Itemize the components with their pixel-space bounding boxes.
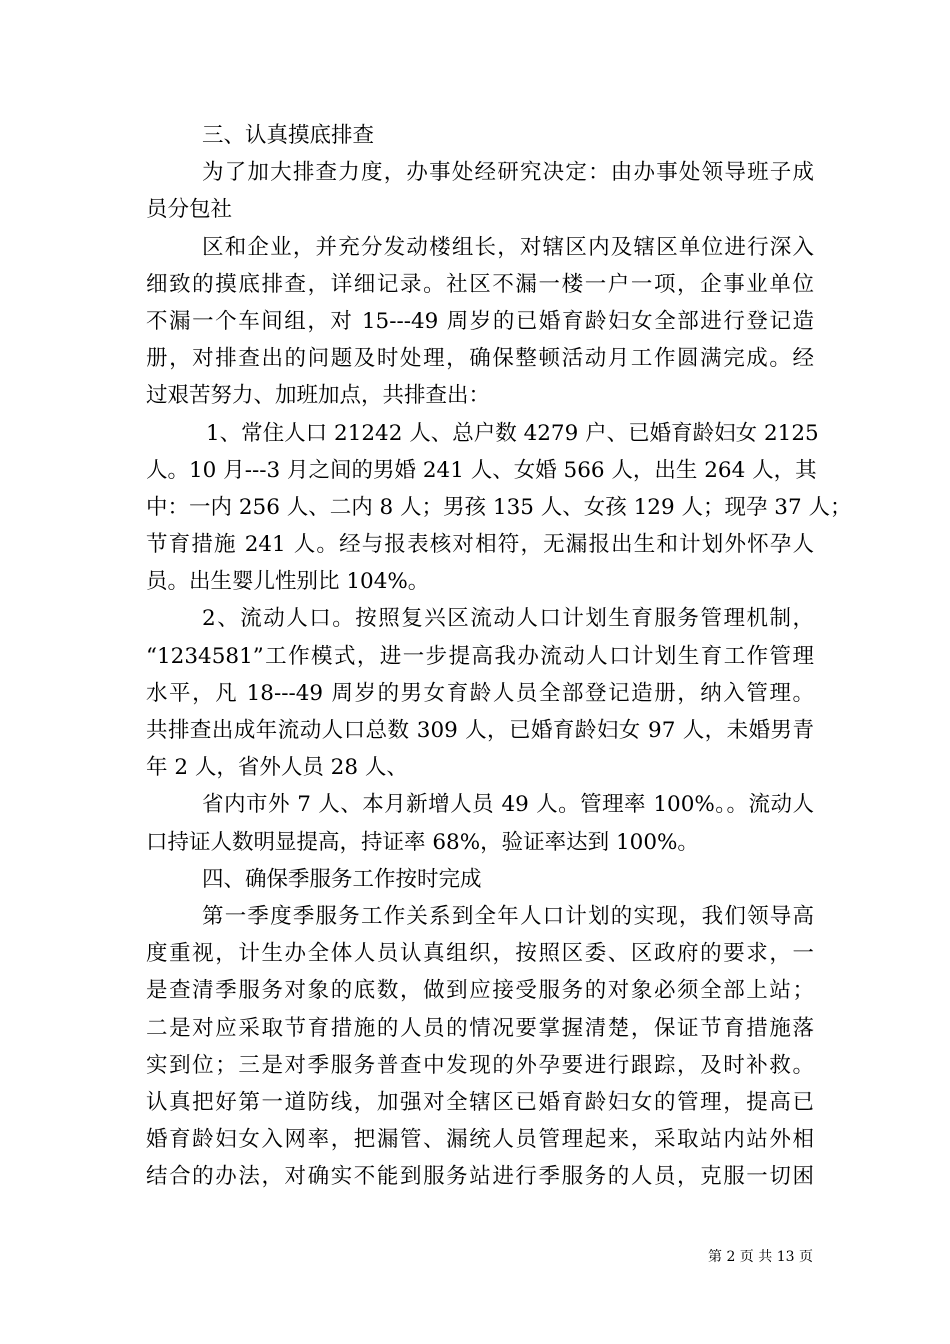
paragraph-line: 实到位；三是对季服务普查中发现的外孕要进行跟踪，及时补救。 xyxy=(146,1052,814,1078)
paragraph-line: 结合的办法，对确实不能到服务站进行季服务的人员，克服一切困 xyxy=(146,1164,814,1190)
paragraph-line: 员。出生婴儿性别比 104%。 xyxy=(146,569,430,595)
paragraph-line: 省内市外 7 人、本月新增人员 49 人。管理率 100%。。流动人 xyxy=(202,792,814,818)
paragraph-line: 度重视，计生办全体人员认真组织，按照区委、区政府的要求，一 xyxy=(146,941,814,967)
paragraph-line: 年 2 人，省外人员 28 人、 xyxy=(146,755,408,781)
paragraph-line: 区和企业，并充分发动楼组长，对辖区内及辖区单位进行深入 xyxy=(202,234,814,260)
paragraph-line: 第一季度季服务工作关系到全年人口计划的实现，我们领导高 xyxy=(202,903,814,929)
paragraph-line: 1、常住人口 21242 人、总户数 4279 户、已婚育龄妇女 2125 xyxy=(206,420,819,446)
paragraph-line: 口持证人数明显提高，持证率 68%，验证率达到 100%。 xyxy=(146,829,699,855)
paragraph-line: 为了加大排查力度，办事处经研究决定：由办事处领导班子成 xyxy=(202,160,814,186)
paragraph-line: 节育措施 241 人。经与报表核对相符，无漏报出生和计划外怀孕人 xyxy=(146,532,814,558)
paragraph-line: 共排查出成年流动人口总数 309 人，已婚育龄妇女 97 人，未婚男青 xyxy=(146,718,814,743)
paragraph-line: 不漏一个车间组，对 15---49 周岁的已婚育龄妇女全部进行登记造 xyxy=(146,308,814,334)
paragraph-line: 2、流动人口。按照复兴区流动人口计划生育服务管理机制， xyxy=(202,606,814,632)
paragraph-line: 人。10 月---3 月之间的男婚 241 人、女婚 566 人，出生 264 人，其 xyxy=(146,457,817,483)
paragraph-line: 员分包社 xyxy=(146,197,233,223)
section-heading-investigation: 三、认真摸底排查 xyxy=(202,123,375,148)
paragraph-line: 是查清季服务对象的底数，做到应接受服务的对象必须全部上站； xyxy=(146,978,814,1004)
paragraph-line: 二是对应采取节育措施的人员的情况要掌握清楚，保证节育措施落 xyxy=(146,1015,814,1041)
paragraph-line: 认真把好第一道防线，加强对全辖区已婚育龄妇女的管理，提高已 xyxy=(146,1089,814,1115)
document-body xyxy=(146,117,852,1195)
paragraph-line: 过艰苦努力、加班加点，共排查出： xyxy=(146,383,491,409)
page-number-footer: 第 2 页 共 13 页 xyxy=(708,1249,813,1265)
paragraph-line: 中：一内 256 人、二内 8 人；男孩 135 人、女孩 129 人；现孕 37 人； xyxy=(146,494,852,520)
section-heading-quarterly-service: 四、确保季服务工作按时完成 xyxy=(202,866,482,892)
paragraph-line: 婚育龄妇女入网率，把漏管、漏统人员管理起来，采取站内站外相 xyxy=(146,1127,814,1153)
paragraph-line: 水平，凡 18---49 周岁的男女育龄人员全部登记造册，纳入管理。 xyxy=(146,680,814,706)
paragraph-line: “1234581”工作模式，进一步提高我办流动人口计划生育工作管理 xyxy=(146,643,814,669)
paragraph-line: 册，对排查出的问题及时处理，确保整顿活动月工作圆满完成。经 xyxy=(146,346,814,372)
paragraph-line: 细致的摸底排查，详细记录。社区不漏一楼一户一项，企事业单位 xyxy=(146,271,814,297)
